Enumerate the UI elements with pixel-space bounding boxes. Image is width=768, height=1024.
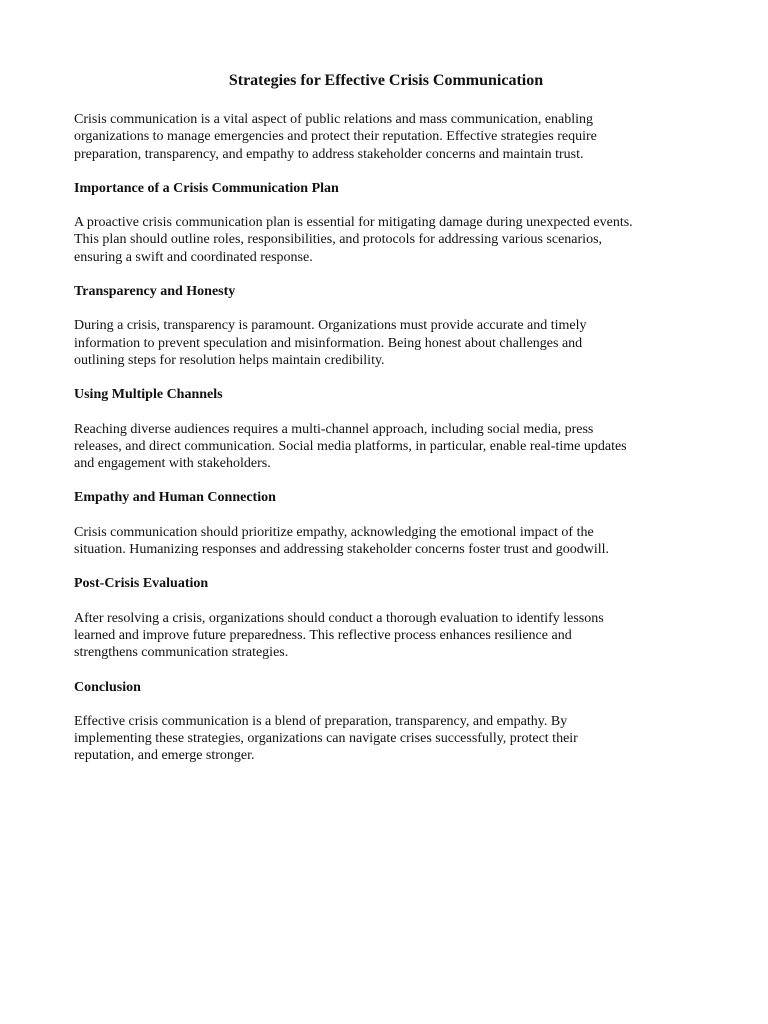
paragraph-line: reputation, and emerge stronger. [74, 748, 255, 764]
paragraph-line: After resolving a crisis, organizations should conduct a thorough evaluation to identify lessons [74, 610, 604, 626]
paragraph-line: A proactive crisis communication plan is essential for mitigating damage during unexpected events. [74, 215, 633, 231]
intro-line: Crisis communication is a vital aspect of public relations and mass communication, enabling [74, 112, 594, 127]
paragraph-line: and engagement with stakeholders. [74, 456, 271, 472]
intro-paragraph [74, 111, 698, 163]
paragraph-line: Reaching diverse audiences requires a multi-channel approach, including social media, press [74, 421, 594, 437]
intro-line: organizations to manage emergencies and protect their reputation. Effective strategies require [74, 129, 597, 145]
intro-line: preparation, transparency, and empathy to address stakeholder concerns and maintain trust. [74, 146, 584, 162]
section-paragraph [74, 317, 698, 369]
paragraph-line: learned and improve future preparedness. This reflective process enhances resilience and [74, 627, 572, 643]
section-paragraph [74, 214, 698, 266]
paragraph-line: situation. Humanizing responses and addressing stakeholder concerns foster trust and goodwill. [74, 542, 609, 558]
section-post-crisis [74, 575, 698, 661]
section-paragraph [74, 713, 698, 765]
section-heading: Importance of a Crisis Communication Plan [74, 180, 339, 196]
paragraph-line: strengthens communication strategies. [74, 645, 289, 661]
paragraph-line: This plan should outline roles, responsibilities, and protocols for addressing various scenarios, [74, 232, 603, 248]
section-heading: Post-Crisis Evaluation [74, 576, 209, 592]
document-title: Strategies for Effective Crisis Communication [228, 72, 544, 89]
section-paragraph [74, 610, 698, 662]
section-heading: Transparency and Honesty [74, 284, 236, 300]
section-heading: Using Multiple Channels [74, 387, 223, 403]
paragraph-line: ensuring a swift and coordinated response. [74, 249, 313, 265]
paragraph-line: information to prevent speculation and misinformation. Being honest about challenges and [74, 335, 583, 351]
section-transparency [74, 283, 698, 369]
section-paragraph [74, 524, 698, 559]
section-heading: Empathy and Human Connection [74, 490, 276, 506]
paragraph-line: releases, and direct communication. Social media platforms, in particular, enable real-time updates [74, 438, 627, 454]
paragraph-line: Crisis communication should prioritize empathy, acknowledging the emotional impact of the [74, 524, 594, 540]
paragraph-line: outlining steps for resolution helps maintain credibility. [74, 352, 385, 368]
section-crisis-plan [74, 180, 698, 266]
paragraph-line: During a crisis, transparency is paramount. Organizations must provide accurate and timely [74, 318, 587, 334]
paragraph-line: implementing these strategies, organizations can navigate crises successfully, protect their [74, 731, 578, 747]
section-empathy [74, 489, 698, 558]
section-paragraph [74, 421, 698, 473]
section-multiple-channels [74, 386, 698, 472]
paragraph-line: Effective crisis communication is a blend of preparation, transparency, and empathy. By [74, 713, 568, 729]
section-heading: Conclusion [74, 679, 141, 695]
section-conclusion [74, 679, 698, 765]
